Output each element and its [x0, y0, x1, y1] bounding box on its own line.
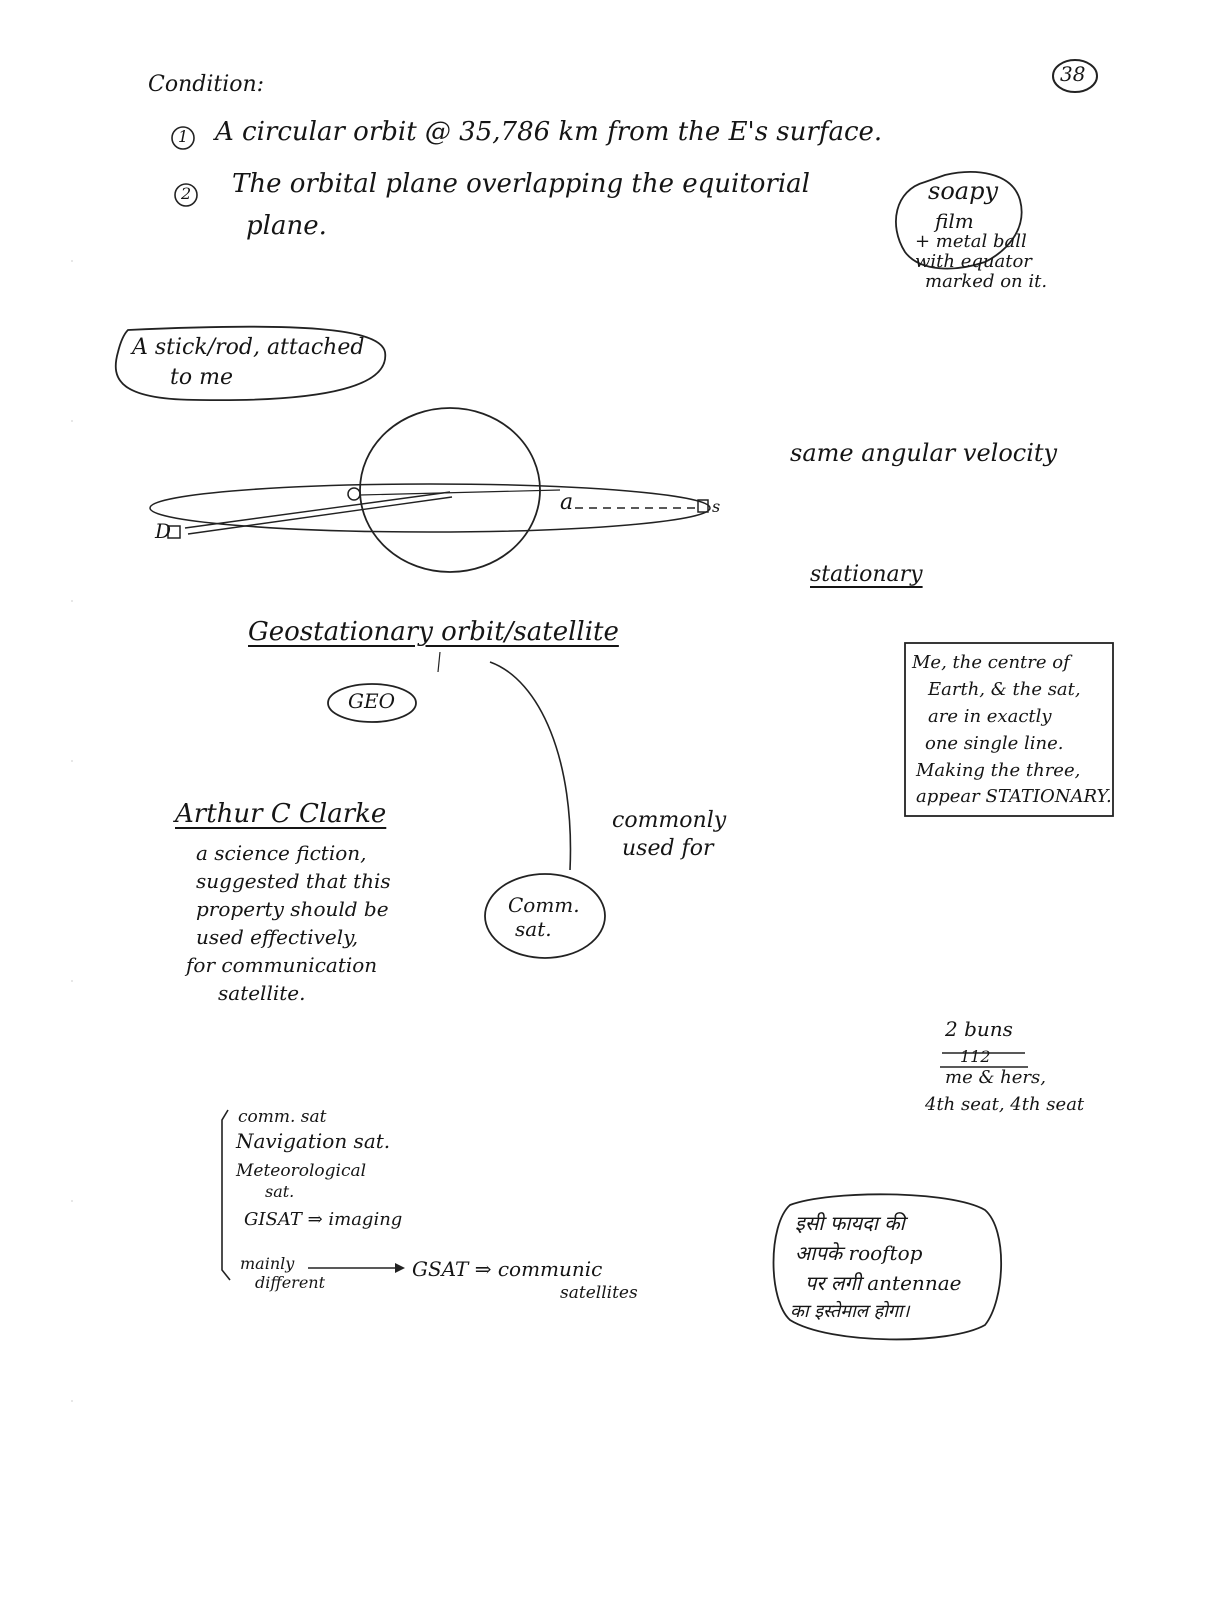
- condition-2-continued: plane.: [246, 211, 327, 241]
- buns-note-line-3: me & hers,: [945, 1067, 1046, 1088]
- clarke-name: Arthur C Clarke: [175, 799, 387, 829]
- stick-note-line-2: to me: [170, 365, 233, 390]
- stick-note-line-1: A stick/rod, attached: [132, 335, 365, 360]
- clarke-line-2: suggested that this: [196, 869, 391, 893]
- commonly-used-line-1: commonly: [612, 808, 727, 833]
- hindi-note-line-4: का इस्तेमाल होगा।: [790, 1301, 910, 1322]
- soapy-note-line-4: with equator: [915, 251, 1032, 272]
- sat-list-item-4: GISAT ⇒ imaging: [244, 1209, 403, 1230]
- list-brace: [222, 1110, 230, 1280]
- sat-list-item-1: comm. sat: [238, 1107, 327, 1127]
- orbit-ellipse: [150, 484, 710, 532]
- sat-list-item-3-continued: sat.: [265, 1182, 295, 1201]
- clarke-line-5: for communication: [186, 953, 378, 977]
- diagram-right-end: s: [712, 497, 721, 516]
- line-box-line-5: Making the three,: [916, 760, 1081, 781]
- soapy-note-line-1: soapy: [928, 177, 998, 205]
- condition-1-text: A circular orbit @ 35,786 km from the E's surface.: [215, 117, 883, 147]
- comm-sat-line-2: sat.: [515, 917, 552, 941]
- sat-list-different: different: [255, 1273, 326, 1292]
- clarke-line-6: satellite.: [218, 981, 306, 1005]
- stationary-note: stationary: [810, 562, 923, 587]
- page-number: 38: [1060, 62, 1086, 86]
- line-box-line-4: one single line.: [925, 733, 1064, 754]
- sat-list-item-2: Navigation sat.: [236, 1129, 391, 1153]
- hindi-note-line-3: पर लगी antennae: [805, 1271, 962, 1295]
- condition-1-number: 1: [178, 127, 189, 146]
- line-box-line-3: are in exactly: [928, 706, 1052, 727]
- line-box-line-6: appear STATIONARY.: [916, 786, 1112, 807]
- geo-title: Geostationary orbit/satellite: [248, 617, 619, 647]
- diagram-right-marker: a: [560, 490, 574, 515]
- geo-abbr: GEO: [348, 689, 395, 713]
- clarke-line-1: a science fiction,: [196, 841, 367, 865]
- diagram-left-marker: D: [155, 519, 172, 543]
- hindi-note-line-2: आपके rooftop: [795, 1241, 923, 1265]
- sat-list-gsat: GSAT ⇒ communic: [412, 1257, 603, 1281]
- earth-circle: [360, 408, 540, 572]
- comm-sat-line-1: Comm.: [508, 893, 580, 917]
- buns-note-line-1: 2 buns: [945, 1017, 1013, 1041]
- clarke-line-4: used effectively,: [196, 925, 359, 949]
- conditions-heading: Condition:: [148, 72, 265, 97]
- soapy-note-line-3: + metal ball: [915, 231, 1027, 252]
- velocity-note: same angular velocity: [790, 439, 1058, 467]
- commonly-used-line-2: used for: [622, 836, 714, 861]
- line-box-line-1: Me, the centre of: [912, 652, 1070, 673]
- soapy-note-line-2: film: [935, 209, 974, 233]
- hindi-note-line-1: इसी फायदा की: [795, 1211, 905, 1235]
- soapy-note-line-5: marked on it.: [925, 271, 1048, 292]
- sat-list-gsat-continued: satellites: [560, 1283, 638, 1303]
- buns-note-line-4: 4th seat, 4th seat: [925, 1094, 1085, 1115]
- connector-curve: [490, 662, 570, 870]
- sat-list-item-3: Meteorological: [236, 1161, 367, 1181]
- condition-2-text: The orbital plane overlapping the equitorial: [232, 169, 810, 199]
- condition-2-number: 2: [181, 184, 192, 203]
- line-box-line-2: Earth, & the sat,: [928, 679, 1081, 700]
- clarke-line-3: property should be: [196, 897, 389, 921]
- sat-list-mainly: mainly: [240, 1254, 295, 1273]
- buns-note-line-2: 112: [960, 1047, 991, 1066]
